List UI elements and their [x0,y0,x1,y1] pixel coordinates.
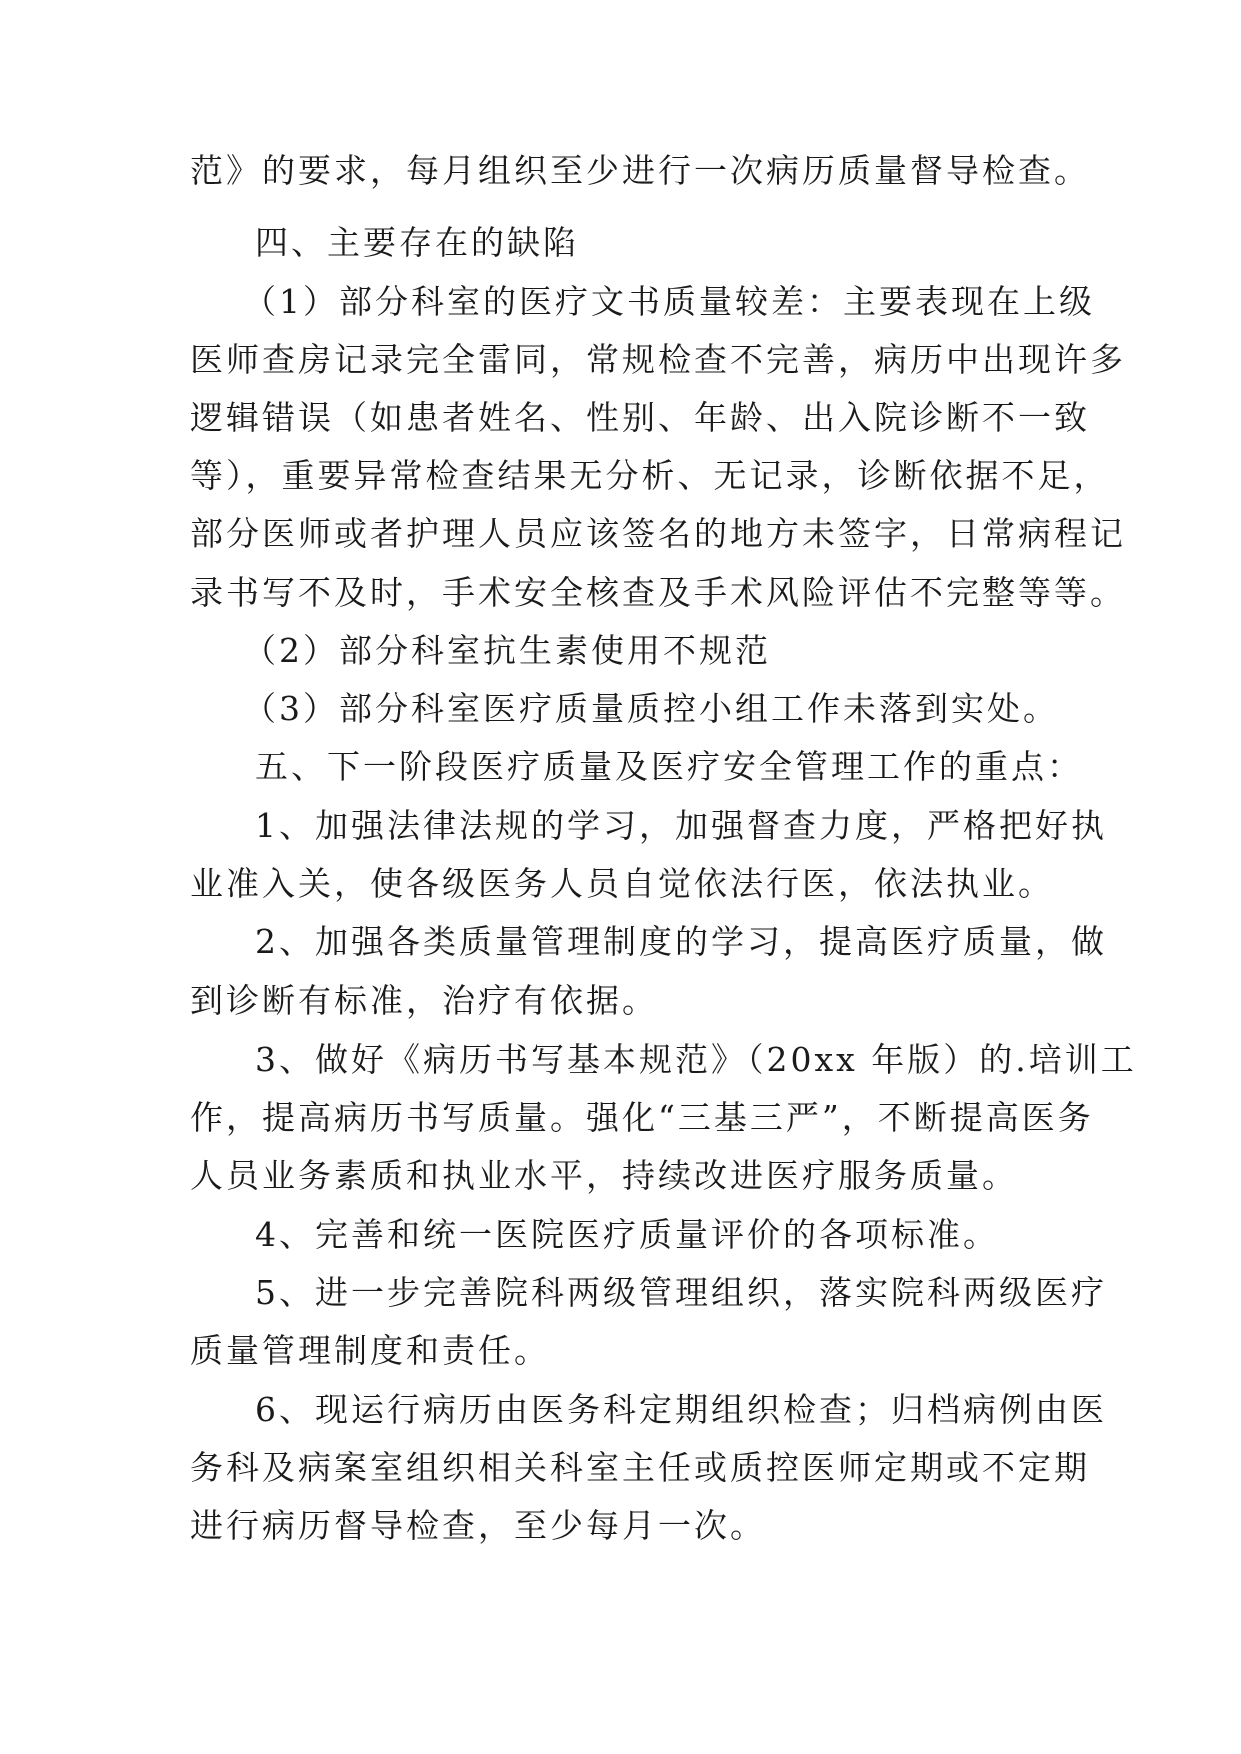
text-line: 2、加强各类质量管理制度的学习，提高医疗质量，做 [255,922,1107,961]
text-line: 进行病历督导检查，至少每月一次。 [190,1506,766,1545]
text-line: 3、做好《病历书写基本规范》（20xx 年版）的.培训工 [255,1040,1137,1079]
text-line: 5、进一步完善院科两级管理组织，落实院科两级医疗 [255,1273,1107,1312]
section-heading: 四、主要存在的缺陷 [255,223,579,262]
text-line: （2）部分科室抗生素使用不规范 [243,631,771,670]
text-line: 作，提高病历书写质量。强化“三基三严”，不断提高医务 [190,1098,1094,1137]
text-line: 部分医师或者护理人员应该签名的地方未签字，日常病程记 [190,514,1126,553]
text-line: （3）部分科室医疗质量质控小组工作未落到实处。 [243,689,1059,728]
text-line: 医师查房记录完全雷同，常规检查不完善，病历中出现许多 [190,340,1126,379]
text-line: 等），重要异常检查结果无分析、无记录，诊断依据不足， [190,456,1110,495]
text-line: （1）部分科室的医疗文书质量较差：主要表现在上级 [243,282,1095,321]
text-line: 1、加强法律法规的学习，加强督查力度，严格把好执 [255,806,1107,845]
text-line: 录书写不及时，手术安全核查及手术风险评估不完整等等。 [190,573,1126,612]
text-line: 逻辑错误（如患者姓名、性别、年龄、出入院诊断不一致 [190,398,1090,437]
text-line: 4、完善和统一医院医疗质量评价的各项标准。 [255,1215,999,1254]
text-line: 6、现运行病历由医务科定期组织检查；归档病例由医 [255,1390,1107,1429]
text-line: 质量管理制度和责任。 [190,1331,550,1370]
text-line: 范》的要求，每月组织至少进行一次病历质量督导检查。 [190,151,1090,190]
text-line: 业准入关，使各级医务人员自觉依法行医，依法执业。 [190,864,1054,903]
text-line: 到诊断有标准，治疗有依据。 [190,981,658,1020]
text-line: 人员业务素质和执业水平，持续改进医疗服务质量。 [190,1156,1018,1195]
text-line: 务科及病案室组织相关科室主任或质控医师定期或不定期 [190,1448,1090,1487]
section-heading: 五、下一阶段医疗质量及医疗安全管理工作的重点： [255,747,1083,786]
